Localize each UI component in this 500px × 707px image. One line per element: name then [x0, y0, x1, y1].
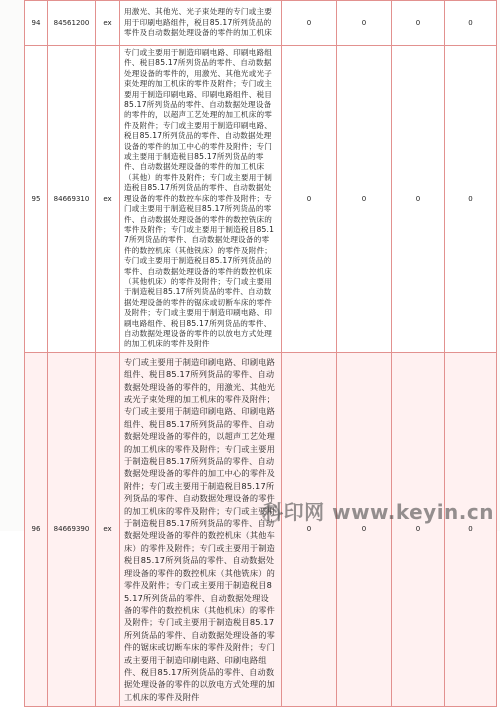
tariff-code: 84561200 [48, 1, 96, 46]
row-number: 94 [25, 1, 48, 46]
tariff-code: 84669390 [48, 352, 96, 706]
table-row [25, 46, 497, 353]
rate-cell: 0 [392, 352, 445, 706]
rate-cell: 0 [445, 1, 497, 46]
rate-cell: 0 [337, 1, 392, 46]
ex-flag: ex [96, 352, 120, 706]
rate-cell: 0 [445, 352, 497, 706]
rate-cell: 0 [337, 46, 392, 353]
row-number: 95 [25, 46, 48, 353]
rate-cell: 0 [445, 46, 497, 353]
ex-flag: ex [96, 46, 120, 353]
ex-flag: ex [96, 1, 120, 46]
rate-cell: 0 [282, 352, 337, 706]
rate-cell: 0 [337, 352, 392, 706]
goods-description: 专门或主要用于制造印刷电路、印刷电路组件、税目85.17所列货品的零件、自动数据处理设备的零件的，用激光、其他光或光子束处理的加工机床的零件及附件；专门或主要用于制造印刷电路、印刷电路组件、税目85.17所列货品的零件、自动数据处理设备的零件的，以超声工艺处理的加工机床的零件及附件；专门或主要用于制造印刷电路、税目85.17所列货品的零件、自动数据处理设备的零件的加工中心的零件及附件；专门或主要用于制造税目85.17所列货品的零件、自动数据处理设备的零件的加工机床（其他）的零件及附件；专门或主要用于制造税目85.17所列货品的零件、自动数据处理设备的零件的数控车床的零件及附件；专门或主要用于制造税目85.17所列货品的零件、自动数据处理设备的零件的数控铣床的零件及附件；专门或主要用于制造税目85.17所列货品的零件、自动数据处理设备的零件的数控机床（其他铣床）的零件及附件；专门或主要用于制造税目85.17所列货品的零件、自动数据处理设备的零件的数控机床（其他机床）的零件及附件；专门或主要用于制造税目85.17所列货品的零件、自动数据处理设备的零件的锯床或切断车床的零件及附件；专门或主要用于制造印刷电路、印刷电路组件、税目85.17所列货品的零件、自动数据处理设备的零件的以放电方式处理的加工机床的零件及附件 [120, 46, 282, 353]
rate-cell: 0 [392, 1, 445, 46]
rate-cell: 0 [392, 46, 445, 353]
tariff-code: 84669310 [48, 46, 96, 353]
goods-description: 专门或主要用于制造印刷电路、印刷电路组件、税目85.17所列货品的零件、自动数据处理设备的零件的，用激光、其他光或光子束处理的加工机床的零件及附件；专门或主要用于制造印刷电路、印刷电路组件、税目85.17所列货品的零件、自动数据处理设备的零件的，以超声工艺处理的加工机床的零件及附件；专门或主要用于制造税目85.17所列货品的零件、自动数据处理设备的零件的加工中心的零件及附件；专门或主要用于制造税目85.17所列货品的零件、自动数据处理设备的零件的加工机床的零件及附件；专门或主要用于制造税目85.17所列货品的零件、自动数据处理设备的零件的数控机床（其他车床）的零件及附件；专门或主要用于制造税目85.17所列货品的零件、自动数据处理设备的零件的数控机床（其他铣床）的零件及附件；专门或主要用于制造税目85.17所列货品的零件、自动数据处理设备的零件的数控机床（其他机床）的零件及附件；专门或主要用于制造税目85.17所列货品的零件、自动数据处理设备的零件的锯床或切断车床的零件及附件；专门或主要用于制造印刷电路、印刷电路组件、税目85.17所列货品的零件、自动数据处理设备的零件的以放电方式处理的加工机床的零件及附件 [120, 352, 282, 706]
tariff-table [24, 0, 497, 707]
rate-cell: 0 [282, 46, 337, 353]
row-number: 96 [25, 352, 48, 706]
table-row [25, 1, 497, 46]
table-row [25, 352, 497, 706]
rate-cell: 0 [282, 1, 337, 46]
goods-description: 用激光、其他光、光子束处理的专门或主要用于印刷电路组件，税目85.17所列货品的零件及自动数据处理设备的零件的加工机床 [120, 1, 282, 46]
watermark: 科印网 www.keyin.cn [263, 500, 494, 524]
